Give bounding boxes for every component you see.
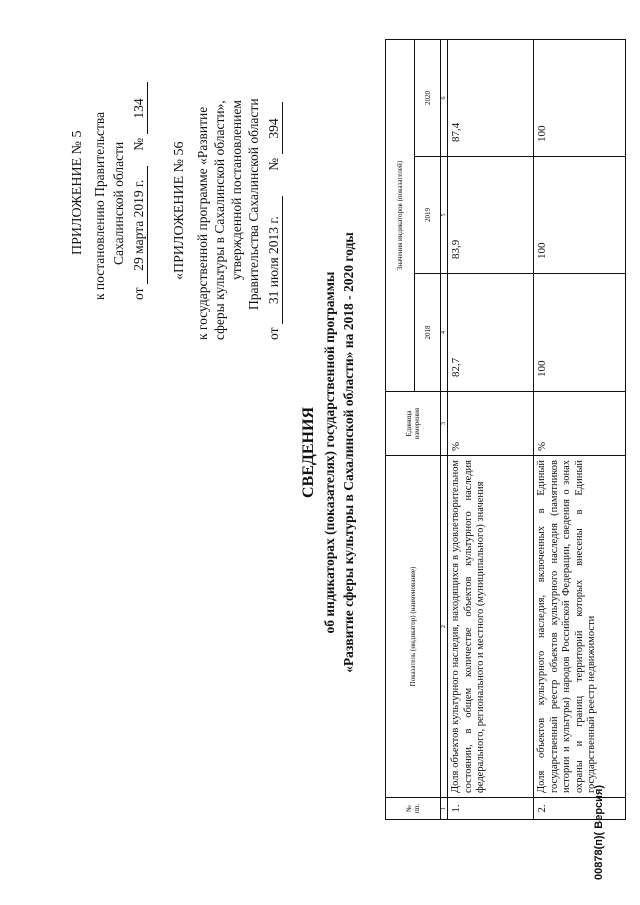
appendix5-date: 29 марта 2019 г. (131, 166, 148, 284)
appendix5-title: ПРИЛОЖЕНИЕ № 5 (70, 130, 85, 255)
column-index: 6 (441, 39, 448, 156)
indicators-table (385, 39, 626, 820)
appendix5-line2: Сахалинской области (111, 141, 126, 265)
column-index: 3 (441, 392, 448, 456)
document-subtitle-2: «Развитие сферы культуры в Сахалинской области» на 2018 - 2020 годы (341, 232, 356, 673)
row-value-2020: 87,4 (448, 39, 534, 156)
appendix5-line1: к постановлению Правительства (92, 111, 107, 300)
row-value-2020: 100 (534, 39, 626, 156)
header-unit: Единица измерения (386, 392, 441, 456)
row-indicator: Доля объектов культурного наследия, включенных в Единый государственный реестр объектов культурного наследия (памятников истории и культуры) народов Российской Федерации, сведения о зонах охраны и границ территорий которых внесены в Единый государственный реестр недвижимости (534, 456, 626, 798)
appendix56-line1: к государственной программе «Развитие (195, 106, 210, 340)
document-title: СВЕДЕНИЯ (300, 406, 317, 499)
appendix56-date-line (266, 103, 283, 341)
row-num: 2. (534, 798, 626, 820)
appendix56-prefix: от (266, 327, 281, 340)
table-row (534, 39, 626, 819)
header-values-group: Значения индикаторов (показателей) (386, 39, 415, 391)
row-num: 1. (448, 798, 534, 820)
table-row (448, 39, 534, 819)
appendix5-no-label: № (131, 137, 146, 151)
appendix56-line2: сферы культуры в Сахалинской области», (212, 100, 227, 340)
column-index-row (441, 39, 448, 819)
header-indicator: Показатель (индикатор) (наименование) (386, 456, 441, 798)
row-value-2018: 100 (534, 274, 626, 392)
header-num: № пп. (386, 798, 441, 820)
header-year-2018: 2018 (415, 274, 441, 392)
appendix5-prefix: от (131, 287, 146, 300)
column-index: 4 (441, 274, 448, 392)
row-indicator: Доля объектов культурного наследия, находящихся в удовлетворительном состоянии, в общем количестве объектов культурного наследия федерального, регионального и местного (муниципального) значения (448, 456, 534, 798)
appendix56-number: 394 (266, 103, 283, 155)
row-value-2019: 100 (534, 157, 626, 274)
column-index: 2 (441, 456, 448, 798)
header-year-2020: 2020 (415, 39, 441, 156)
appendix5-number: 134 (131, 83, 148, 135)
appendix56-line4: Правительства Сахалинской области (246, 98, 261, 310)
row-unit: % (448, 392, 534, 456)
row-unit: % (534, 392, 626, 456)
row-value-2019: 83,9 (448, 157, 534, 274)
document-code: 00878(п)( Версия) (593, 784, 605, 880)
appendix5-date-line (131, 83, 148, 301)
appendix56-no-label: № (266, 157, 281, 171)
column-index: 5 (441, 157, 448, 274)
document-subtitle-1: об индикаторах (показателях) государственной программы (322, 271, 337, 634)
appendix56-line3: утвержденной постановлением (229, 100, 244, 280)
column-index: 1 (441, 798, 448, 820)
row-value-2018: 82,7 (448, 274, 534, 392)
appendix56-date: 31 июля 2013 г. (266, 196, 283, 324)
header-year-2019: 2019 (415, 157, 441, 274)
appendix56-title: «ПРИЛОЖЕНИЕ № 56 (172, 141, 187, 280)
